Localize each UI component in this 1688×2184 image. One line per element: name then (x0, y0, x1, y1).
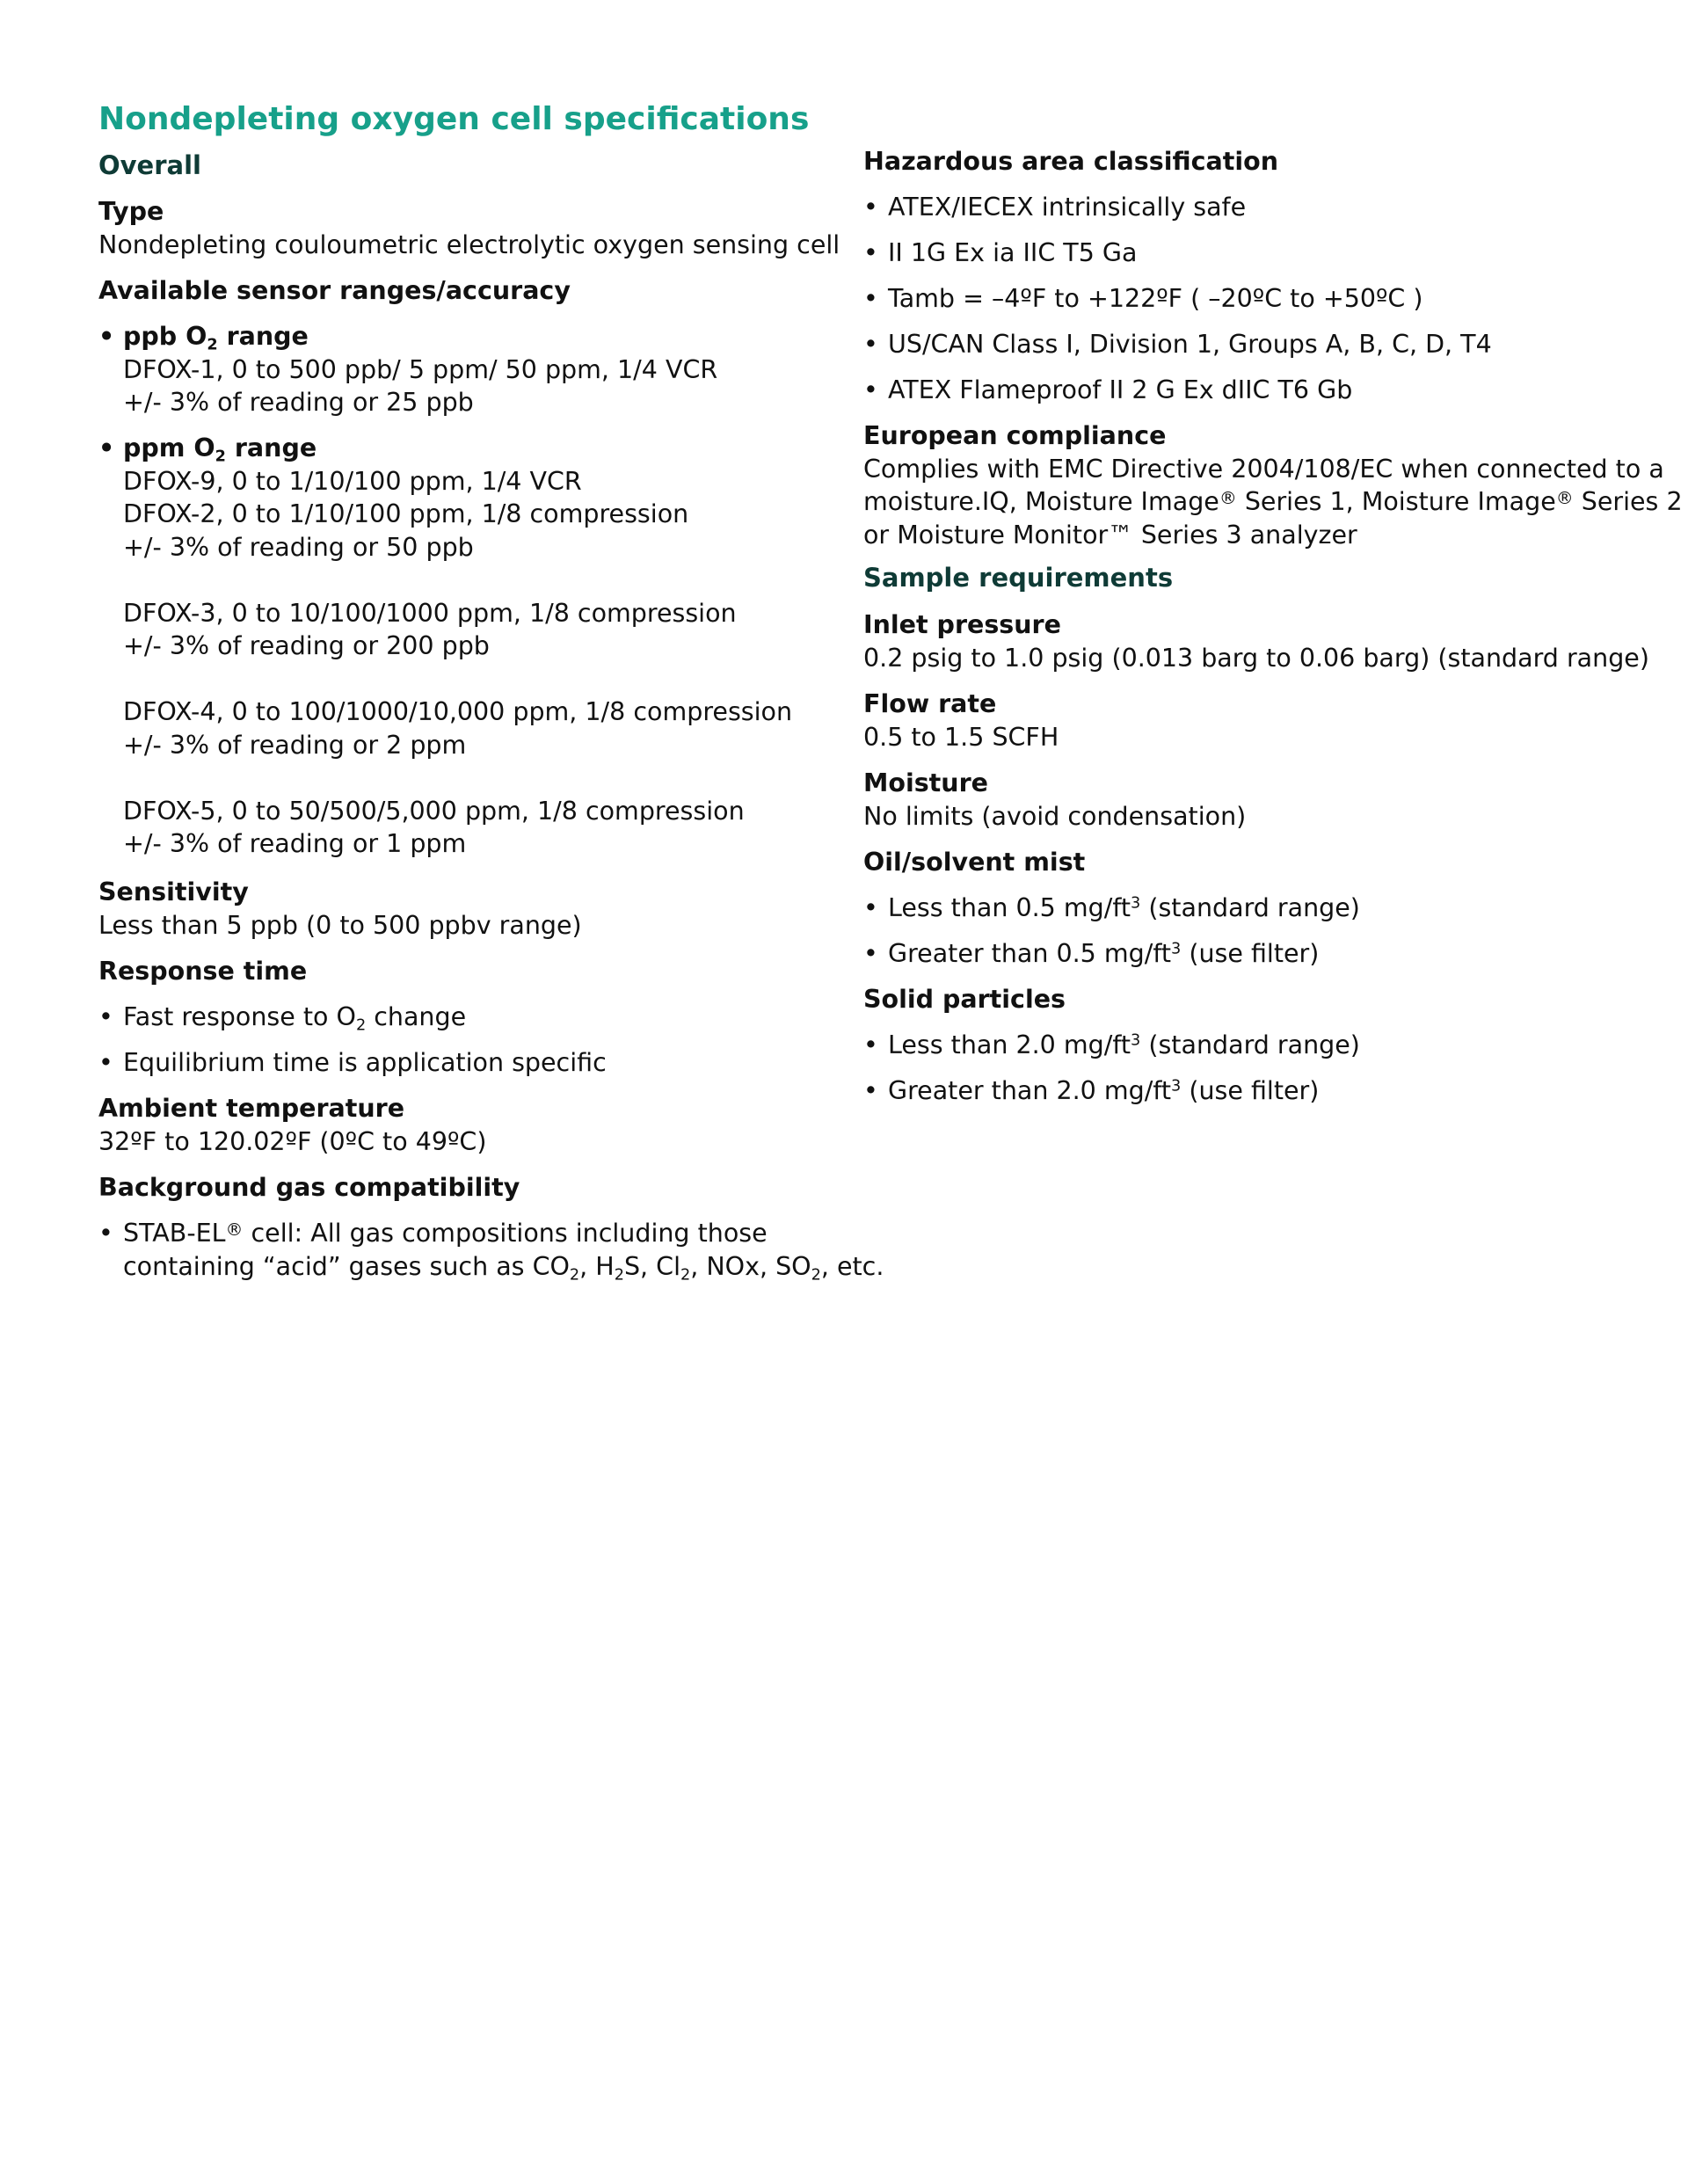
oil-bullet: • Less than 0.5 $mg/ft^3$ (standard range) (863, 892, 1655, 925)
background-bullet-line1: • STAB-EL® cell: All gas compositions including those (98, 1217, 890, 1250)
ranges-label: Available sensor ranges/accuracy (98, 276, 571, 305)
sensitivity-spec (98, 876, 890, 942)
solid-bullet: • Less than 2.0 $mg/ft^3$ (standard range) (863, 1029, 1655, 1062)
ppm-range-line: +/- 3% of reading or 1 ppm (123, 829, 467, 858)
solid-bullet-2 (863, 1074, 1655, 1108)
ambient-value: 32ºF to 120.02ºF (0ºC to 49ºC) (98, 1126, 487, 1156)
oil-label: Oil/solvent mist (863, 848, 1086, 877)
european-label: European compliance (863, 421, 1167, 450)
hazardous-bullet-2 (863, 237, 1655, 270)
hazardous-bullet: • ATEX Flameproof II 2 G Ex dIIC T6 Gb (863, 374, 1655, 407)
sensitivity-value: Less than 5 ppb (0 to 500 ppbv range) (98, 910, 582, 940)
ranges-spec (98, 274, 890, 308)
hazardous-bullet: • II 1G Ex ia IIC T5 Ga (863, 237, 1655, 270)
type-value: Nondepleting couloumetric electrolytic oxygen sensing cell (98, 229, 840, 259)
ppb-range-line: +/- 3% of reading or 25 ppb (123, 388, 474, 417)
background-bullet-line2: containing “acid” gases such as $CO_2$, $H_2S$, $Cl_2$, NOx, $SO_2$, etc. (123, 1251, 884, 1284)
oil-bullet: • Greater than 0.5 $mg/ft^3$ (use filter) (863, 937, 1655, 971)
ppm-range-line: +/- 3% of reading or 2 ppm (123, 730, 467, 760)
hazardous-bullet-4 (863, 328, 1655, 361)
ppm-range-line: DFOX-9, 0 to 1/10/100 ppm, 1/4 VCR (123, 466, 582, 496)
response-bullet: • Fast response to $O_2$ change (98, 1001, 890, 1034)
european-spec (863, 419, 1683, 551)
flow-value: 0.5 to 1.5 SCFH (863, 722, 1059, 752)
response-bullets (98, 1001, 890, 1034)
ppb-range-title: • ppb $O_2$ range (98, 320, 890, 353)
european-line: Complies with EMC Directive 2004/108/EC when connected to a (863, 454, 1664, 484)
european-line: or Moisture Monitor™ Series 3 analyzer (863, 520, 1357, 550)
ambient-spec (98, 1092, 890, 1158)
solid-spec (863, 983, 1655, 1016)
hazardous-spec (863, 145, 1655, 178)
section-heading-sample: Sample requirements (863, 563, 1174, 593)
ppm-range-block (98, 432, 890, 861)
ppb-range-block (98, 320, 890, 419)
oil-bullet-2 (863, 937, 1655, 971)
ppm-range-title: • ppm $O_2$ range (98, 432, 890, 465)
european-line: moisture.IQ, Moisture Image® Series 1, Moisture Image® Series 2 (863, 487, 1683, 516)
moisture-value: No limits (avoid condensation) (863, 801, 1247, 831)
type-spec (98, 195, 890, 261)
ppm-range-line: DFOX-4, 0 to 100/1000/10,000 ppm, 1/8 compression (123, 697, 793, 726)
hazardous-bullet-1 (863, 191, 1655, 224)
response-spec (98, 955, 890, 988)
flow-spec (863, 688, 1655, 753)
inlet-spec (863, 608, 1655, 674)
hazardous-label: Hazardous area classification (863, 147, 1278, 176)
oil-spec (863, 846, 1655, 879)
response-bullets-2 (98, 1046, 890, 1080)
response-label: Response time (98, 957, 308, 986)
hazardous-bullet: • ATEX/IECEX intrinsically safe (863, 191, 1655, 224)
solid-bullet: • Greater than 2.0 $mg/ft^3$ (use filter) (863, 1074, 1655, 1108)
solid-bullet-1 (863, 1029, 1655, 1062)
ppm-range-line: +/- 3% of reading or 200 ppb (123, 631, 490, 660)
ppm-range-line: DFOX-3, 0 to 10/100/1000 ppm, 1/8 compression (123, 598, 737, 628)
oil-bullet-1 (863, 892, 1655, 925)
response-bullet: • Equilibrium time is application specific (98, 1046, 890, 1080)
background-bullet (98, 1217, 890, 1283)
sensitivity-label: Sensitivity (98, 877, 249, 906)
hazardous-bullet-3 (863, 282, 1655, 316)
inlet-value: 0.2 psig to 1.0 psig (0.013 barg to 0.06 barg) (standard range) (863, 643, 1649, 673)
background-spec (98, 1171, 890, 1205)
page-title: Nondepleting oxygen cell specifications (98, 101, 810, 137)
hazardous-bullet-5 (863, 374, 1655, 407)
solid-label: Solid particles (863, 985, 1066, 1014)
ambient-label: Ambient temperature (98, 1094, 405, 1123)
type-label: Type (98, 197, 164, 226)
background-label: Background gas compatibility (98, 1173, 520, 1202)
ppm-range-line: DFOX-2, 0 to 1/10/100 ppm, 1/8 compression (123, 499, 689, 528)
hazardous-bullet: • US/CAN Class I, Division 1, Groups A, B, C, D, T4 (863, 328, 1655, 361)
moisture-label: Moisture (863, 768, 988, 797)
moisture-spec (863, 767, 1655, 833)
ppm-range-line: DFOX-5, 0 to 50/500/5,000 ppm, 1/8 compression (123, 796, 745, 826)
flow-label: Flow rate (863, 689, 997, 718)
inlet-label: Inlet pressure (863, 610, 1061, 639)
hazardous-bullet: • Tamb = –4ºF to +122ºF ( –20ºC to +50ºC ) (863, 282, 1655, 316)
ppb-range-line: DFOX-1, 0 to 500 ppb/ 5 ppm/ 50 ppm, 1/4 VCR (123, 354, 718, 384)
section-heading-overall: Overall (98, 150, 201, 180)
ppm-range-line: +/- 3% of reading or 50 ppb (123, 532, 474, 562)
